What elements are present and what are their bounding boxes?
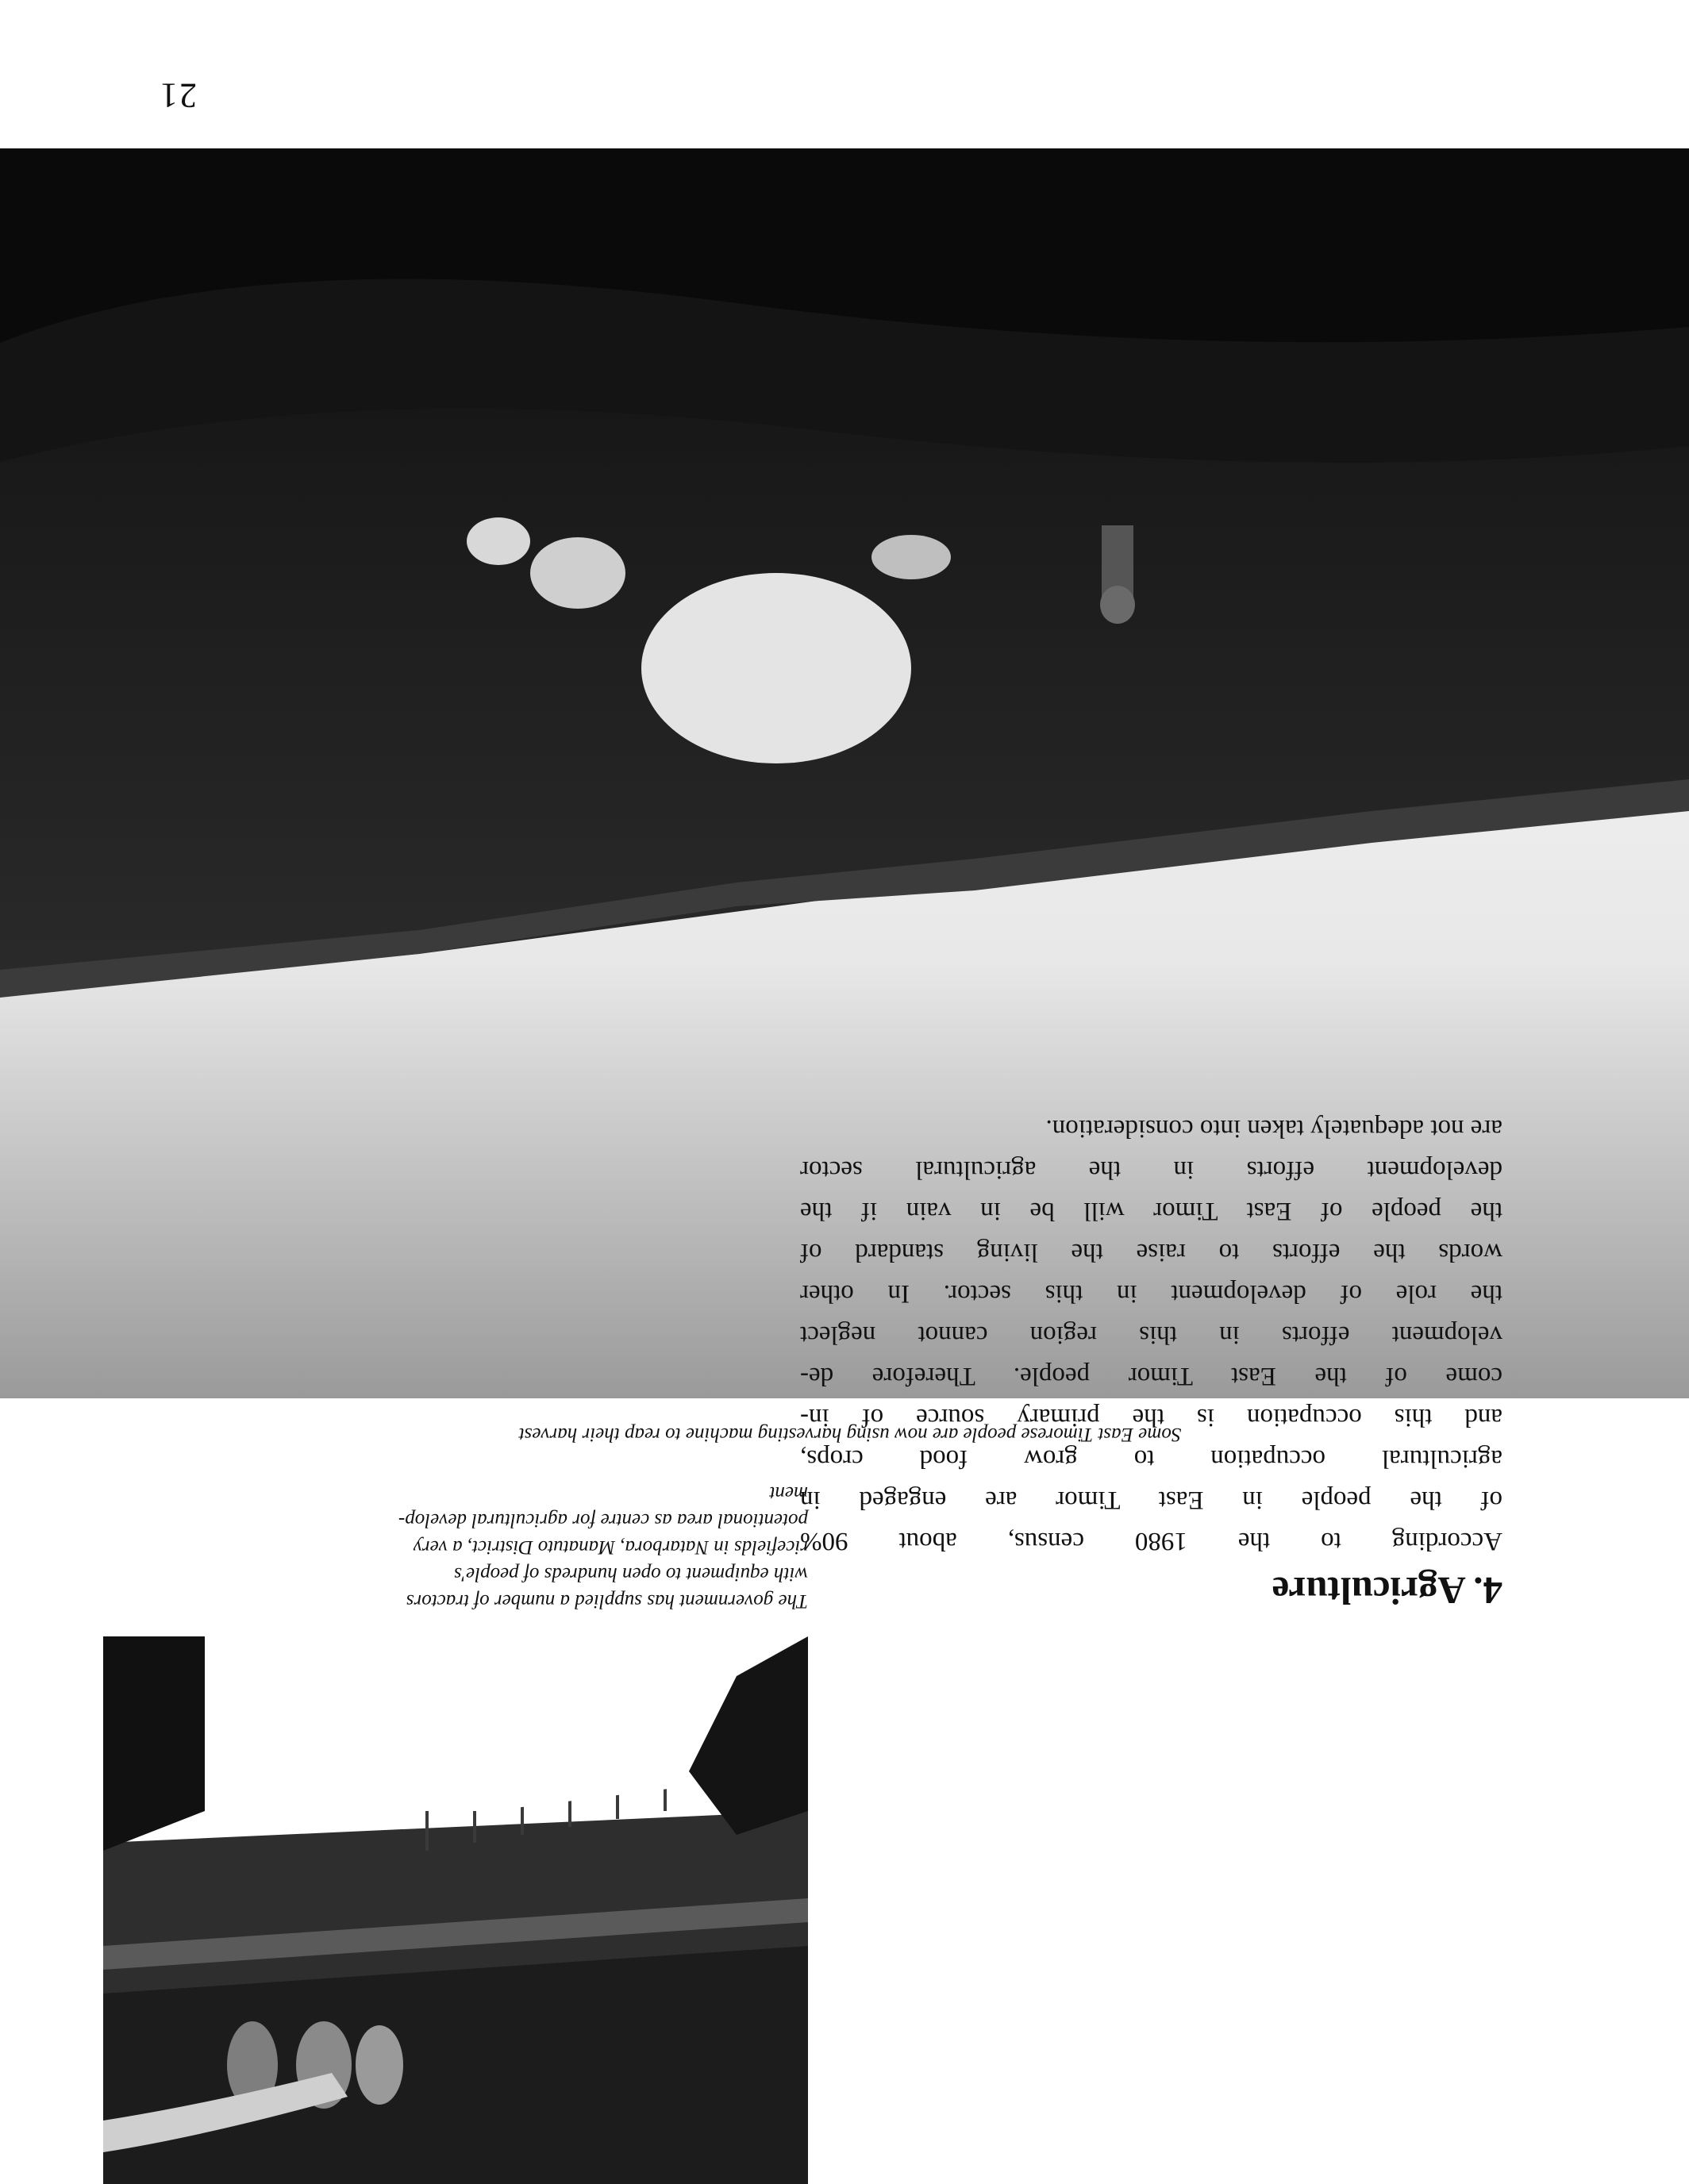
body-line: the role of development in this sector. In other bbox=[800, 1279, 1502, 1308]
body-line: According to the 1980 census, about 90% bbox=[800, 1527, 1502, 1555]
section-body bbox=[800, 1108, 1502, 1562]
body-line: come of the East Timor people. Therefore de- bbox=[800, 1362, 1502, 1390]
section-heading: 4. Agriculture bbox=[1272, 1569, 1502, 1613]
body-line: development efforts in the agricultural sector bbox=[800, 1155, 1502, 1184]
caption-line: ment bbox=[769, 1482, 808, 1504]
caption-line: potentional area as centre for agricultural develop- bbox=[398, 1509, 808, 1531]
body-line: the people of East Timor will be in vain if the bbox=[800, 1197, 1502, 1225]
caption-line: with equipment to open hundreds of people's bbox=[453, 1563, 808, 1585]
body-line: agricultural occupation to grow food crops, bbox=[800, 1444, 1502, 1473]
caption-line: ricefields in Natarbora, Manatuto District, a very bbox=[413, 1536, 808, 1558]
body-line: are not adequately taken into consideration. bbox=[1045, 1114, 1502, 1143]
harvesting-photo-caption: Some East Timorese people are now using harvesting machine to reap their harvest bbox=[518, 1424, 1182, 1445]
tractor-photo bbox=[103, 1636, 808, 2184]
body-line: and this occupation is the primary source of in- bbox=[800, 1403, 1502, 1432]
body-line: of the people in East Timor are engaged in bbox=[800, 1486, 1502, 1514]
page-number: 21 bbox=[159, 76, 197, 115]
body-line: words the efforts to raise the living standard of bbox=[800, 1238, 1502, 1267]
caption-line: The government has supplied a number of tractors bbox=[406, 1590, 808, 1612]
body-line: velopment efforts in this region cannot neglect bbox=[800, 1321, 1502, 1349]
tractor-photo-caption bbox=[103, 1479, 808, 1614]
